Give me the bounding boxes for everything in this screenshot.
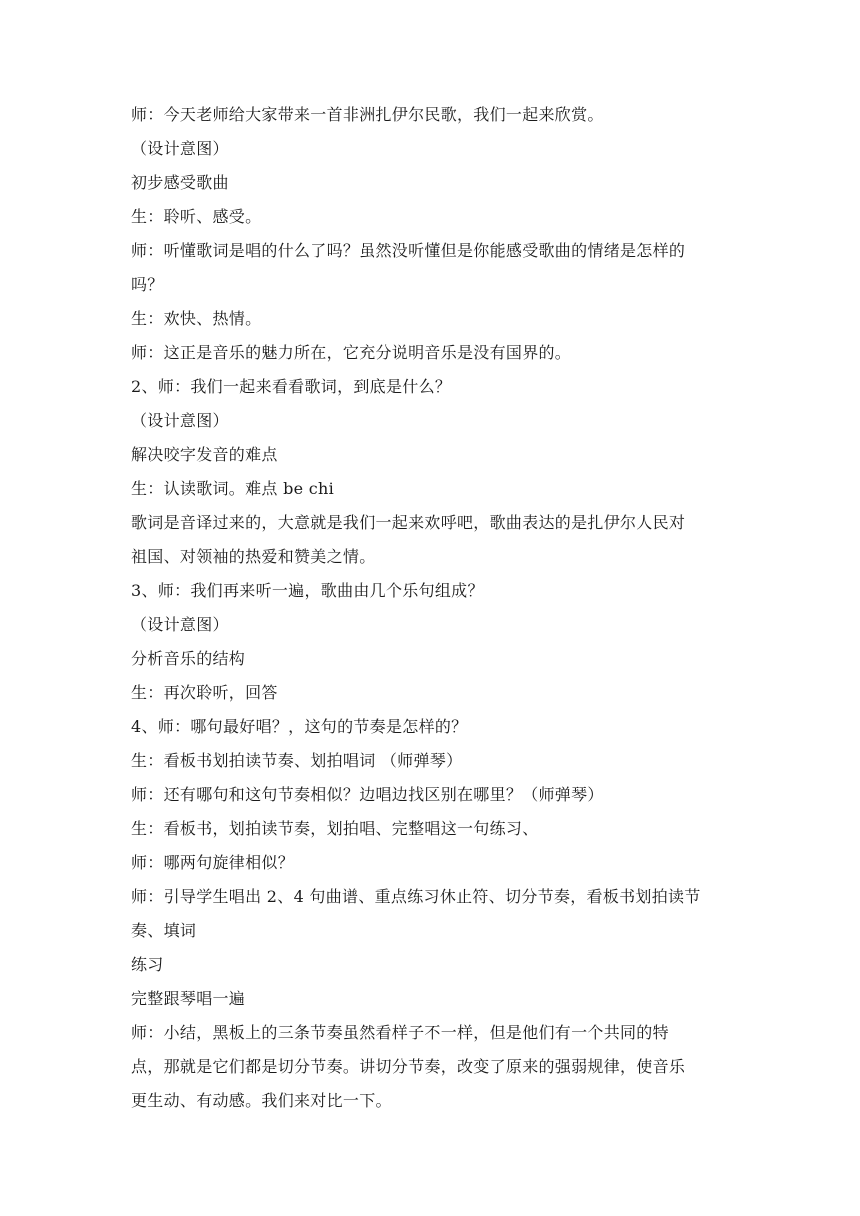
text-line: 生：再次聆听，回答 xyxy=(131,683,278,702)
text-line: 2、师：我们一起来看看歌词，到底是什么？ xyxy=(131,377,452,396)
text-line: 分析音乐的结构 xyxy=(131,649,246,668)
text-line: 师：还有哪句和这句节奏相似？边唱边找区别在哪里？（师弹琴） xyxy=(131,785,604,804)
text-line: （设计意图） xyxy=(131,411,229,430)
text-line: 师：小结，黑板上的三条节奏虽然看样子不一样，但是他们有一个共同的特 xyxy=(131,1023,669,1042)
text-line: 奏、填词 xyxy=(131,921,197,940)
document-body xyxy=(131,98,731,1118)
text-line: 歌词是音译过来的，大意就是我们一起来欢呼吧，歌曲表达的是扎伊尔人民对 xyxy=(131,513,686,532)
text-line: （设计意图） xyxy=(131,615,229,634)
text-line: 师：引导学生唱出 2、4 句曲谱、重点练习休止符、切分节奏，看板书划拍读节 xyxy=(131,887,701,906)
text-line: 生：看板书，划拍读节奏，划拍唱、完整唱这一句练习、 xyxy=(131,819,539,838)
text-line: 祖国、对领袖的热爱和赞美之情。 xyxy=(131,547,376,566)
text-line: 4、师：哪句最好唱？，这句的节奏是怎样的？ xyxy=(131,717,468,736)
text-line: 完整跟琴唱一遍 xyxy=(131,989,246,1008)
text-line: 练习 xyxy=(131,955,164,974)
text-line: 生：看板书划拍读节奏、划拍唱词 （师弹琴） xyxy=(131,751,463,770)
text-line: （设计意图） xyxy=(131,139,229,158)
text-line: 师：这正是音乐的魅力所在，它充分说明音乐是没有国界的。 xyxy=(131,343,572,362)
text-line: 初步感受歌曲 xyxy=(131,173,229,192)
text-line: 生：聆听、感受。 xyxy=(131,207,262,226)
text-line: 吗？ xyxy=(131,275,164,294)
text-line: 师：今天老师给大家带来一首非洲扎伊尔民歌，我们一起来欣赏。 xyxy=(131,105,604,124)
text-line: 解决咬字发音的难点 xyxy=(131,445,278,464)
text-line: 3、师：我们再来听一遍，歌曲由几个乐句组成？ xyxy=(131,581,484,600)
text-line: 生：欢快、热情。 xyxy=(131,309,262,328)
text-line: 生：认读歌词。难点 be chi xyxy=(131,479,335,498)
text-line: 更生动、有动感。我们来对比一下。 xyxy=(131,1091,392,1110)
text-line: 师：哪两句旋律相似？ xyxy=(131,853,295,872)
text-line: 点，那就是它们都是切分节奏。讲切分节奏，改变了原来的强弱规律，使音乐 xyxy=(131,1057,686,1076)
text-line: 师：听懂歌词是唱的什么了吗？虽然没听懂但是你能感受歌曲的情绪是怎样的 xyxy=(131,241,686,260)
